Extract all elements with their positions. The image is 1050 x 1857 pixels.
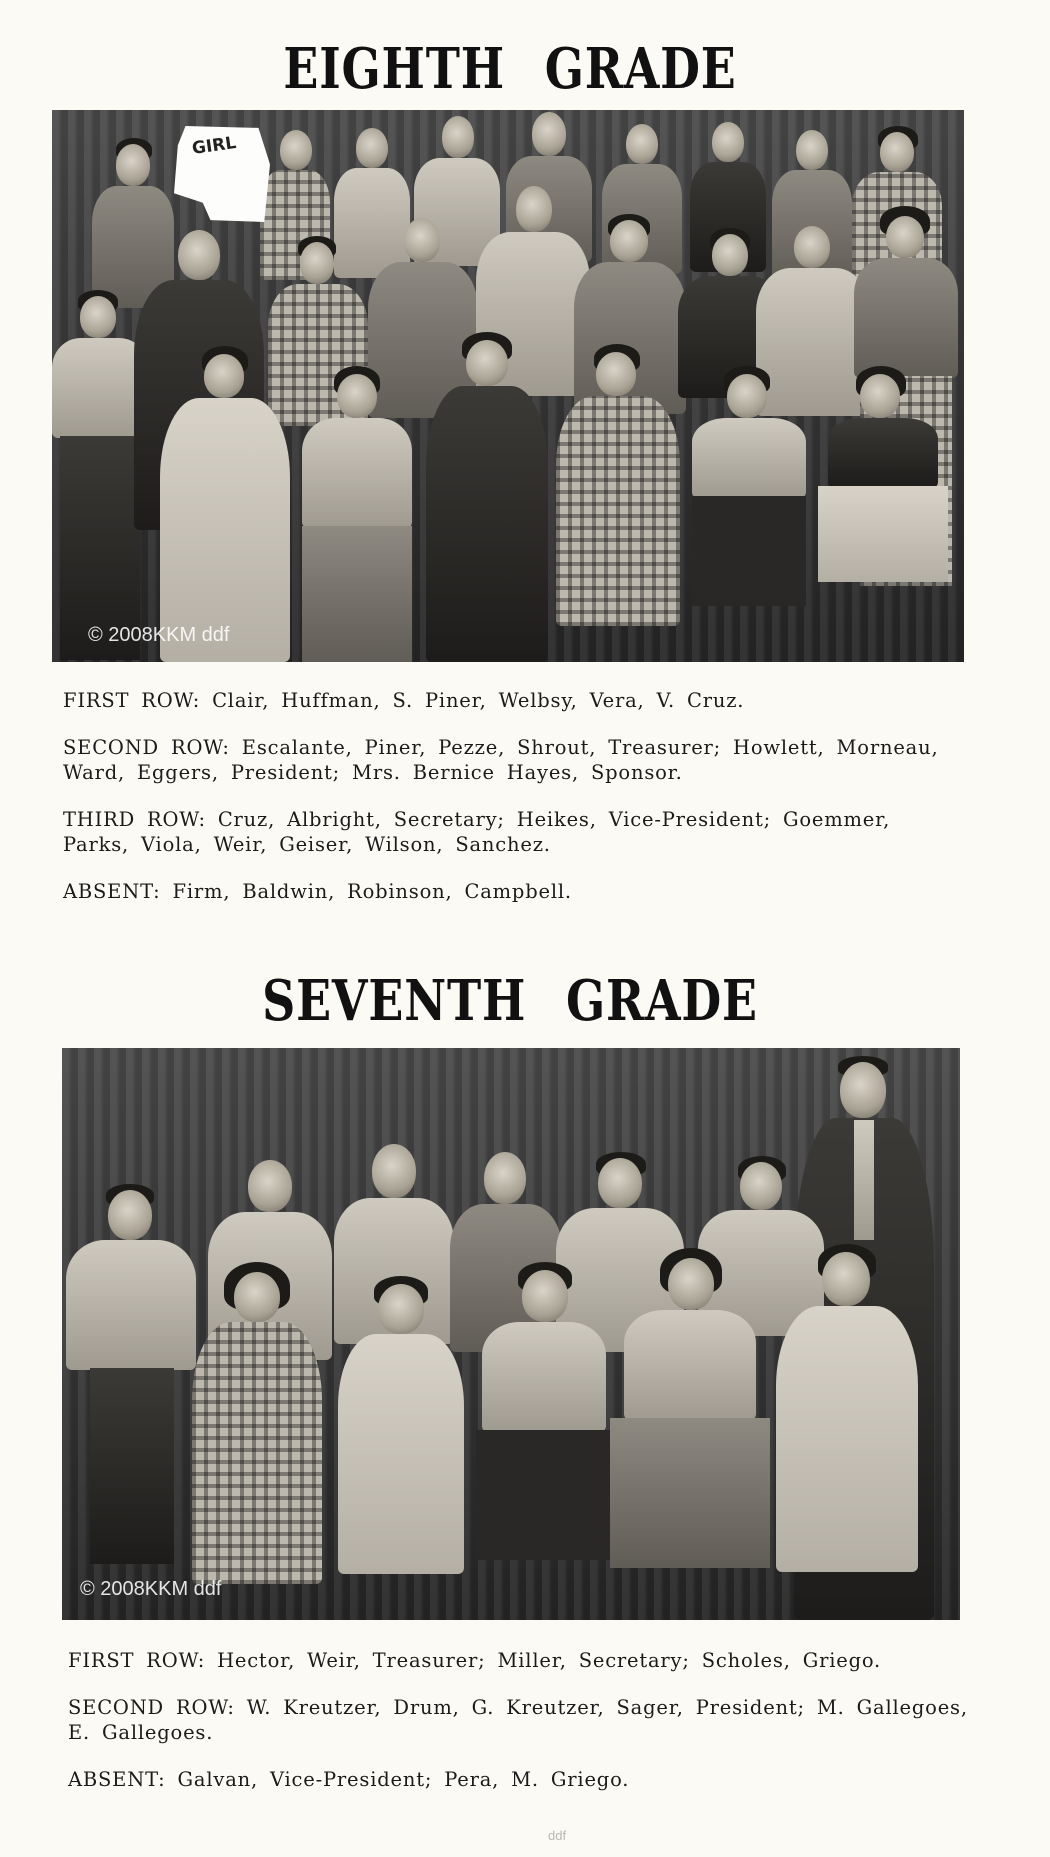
caption-first-row: FIRST ROW: Hector, Weir, Treasurer; Miller, Secretary; Scholes, Griego. bbox=[68, 1649, 882, 1672]
photo-watermark: © 2008KKM ddf bbox=[88, 624, 230, 646]
footer-watermark: ddf bbox=[548, 1828, 567, 1843]
student-figure bbox=[66, 1184, 196, 1564]
girl-patch-label: GIRL bbox=[190, 133, 238, 159]
seventh-grade-class-photo bbox=[62, 1048, 960, 1620]
student-figure bbox=[412, 332, 562, 662]
eighth-grade-captions bbox=[63, 688, 963, 926]
caption-third-row: THIRD ROW: Cruz, Albright, Secretary; Heikes, Vice-President; Goemmer, Parks, Viola, Weir, Geiser, Wilson, Sanchez. bbox=[63, 808, 891, 856]
student-figure bbox=[302, 366, 412, 662]
caption-first-row: FIRST ROW: Clair, Huffman, S. Piner, Welbsy, Vera, V. Cruz. bbox=[63, 689, 745, 712]
student-figure bbox=[330, 1276, 472, 1620]
student-figure bbox=[610, 1248, 770, 1620]
photo-watermark: © 2008KKM ddf bbox=[80, 1578, 222, 1600]
student-figure bbox=[692, 366, 806, 662]
student-figure bbox=[548, 344, 688, 662]
eighth-grade-title: EIGHTH GRADE bbox=[283, 36, 737, 102]
caption-absent: ABSENT: Galvan, Vice-President; Pera, M. Griego. bbox=[68, 1768, 630, 1791]
student-figure bbox=[150, 346, 300, 662]
caption-second-row: SECOND ROW: W. Kreutzer, Drum, G. Kreutzer, Sager, President; M. Gallegoes, E. Gallegoes. bbox=[68, 1696, 968, 1744]
seventh-grade-captions bbox=[68, 1648, 968, 1814]
student-figure bbox=[808, 366, 958, 662]
caption-second-row: SECOND ROW: Escalante, Piner, Pezze, Shrout, Treasurer; Howlett, Morneau, Ward, Eggers, President; Mrs. Bernice Hayes, Sponsor. bbox=[63, 736, 939, 784]
student-figure bbox=[476, 1262, 612, 1620]
caption-absent: ABSENT: Firm, Baldwin, Robinson, Campbell. bbox=[63, 880, 572, 903]
student-figure bbox=[766, 1244, 928, 1620]
seventh-grade-title: SEVENTH GRADE bbox=[262, 968, 758, 1034]
student-figure bbox=[180, 1262, 334, 1620]
eighth-grade-class-photo bbox=[52, 110, 964, 662]
